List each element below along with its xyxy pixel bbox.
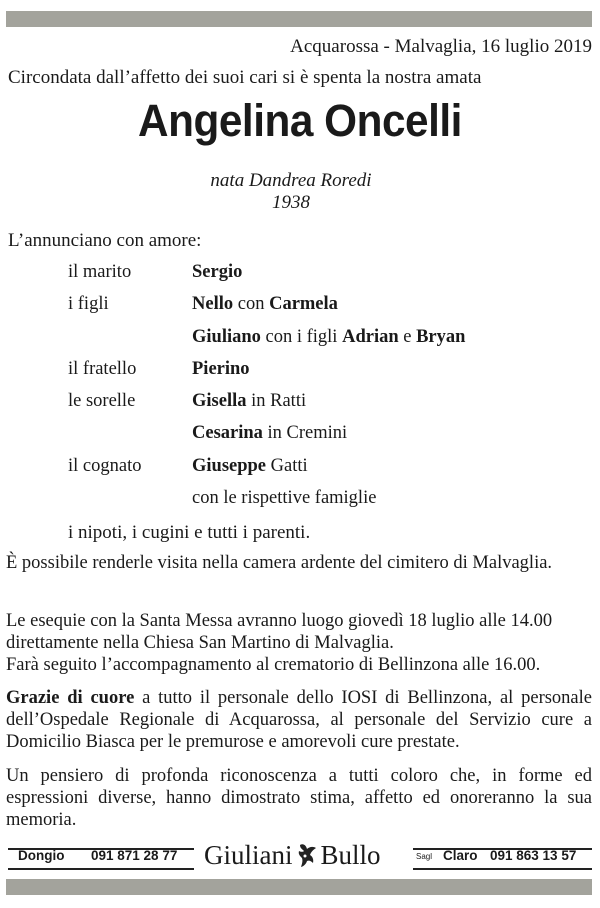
thanks-bold: Grazie di cuore <box>6 688 135 708</box>
relation-label <box>68 327 192 359</box>
relative-connector: con le rispettive famiglie <box>192 488 377 509</box>
top-decorative-bar <box>6 11 592 27</box>
relative-row <box>68 488 465 520</box>
relative-names <box>192 391 306 423</box>
birth-year: 1938 <box>272 192 310 213</box>
visit-paragraph: È possibile renderle visita nella camera ardente del cimitero di Malvaglia. <box>6 553 553 573</box>
relative-row <box>68 294 465 326</box>
funeral-home-logo <box>204 840 381 871</box>
thanks-text: a tutto il personale dello IOSI di Bellinzona, al personale dell’Ospedale Regionale di Acquarossa, al personale del Servizio cure a Domicilio Biasca per le premurose e amorevoli cure prestate. <box>6 688 592 752</box>
relation-label <box>68 488 192 520</box>
relation-label: il fratello <box>68 358 137 379</box>
relation-label: i figli <box>68 294 109 315</box>
relative-names <box>192 262 242 294</box>
relation-label <box>68 423 192 455</box>
thanks-paragraph <box>6 687 592 753</box>
footer-phone-left: 091 871 28 77 <box>91 848 178 863</box>
relative-names <box>192 456 308 488</box>
relative-row <box>68 262 465 294</box>
relative-name: Nello <box>192 294 234 315</box>
relative-row <box>68 456 465 488</box>
relative-name: Carmela <box>269 294 338 315</box>
footer-phone-right: 091 863 13 57 <box>490 848 577 863</box>
relative-connector: in Ratti <box>246 391 307 412</box>
relative-name: Giuliano <box>192 326 261 347</box>
brand-first: Giuliani <box>204 840 293 870</box>
gratitude-paragraph: Un pensiero di profonda riconoscenza a tutti coloro che, in forme ed espressioni diverse, hanno dimostrato stima, affetto ed onoreranno la sua memoria. <box>6 766 592 830</box>
funeral-home-footer <box>8 840 592 874</box>
cremation-text: Farà seguito l’accompagnamento al crematorio di Bellinzona alle 16.00. <box>6 655 541 675</box>
announcement-closing: i nipoti, i cugini e tutti i parenti. <box>68 522 311 543</box>
maiden-name: nata Dandrea Roredi <box>210 170 372 191</box>
place-date: Acquarossa - Malvaglia, 16 luglio 2019 <box>290 36 592 57</box>
relative-connector: Gatti <box>266 455 308 476</box>
bird-icon <box>296 842 318 868</box>
relative-name: Gisella <box>192 391 247 412</box>
relative-names <box>192 327 465 359</box>
relative-row <box>68 359 465 391</box>
relative-name: Pierino <box>192 358 250 379</box>
funeral-paragraph <box>6 610 592 676</box>
company-suffix: Sagl <box>416 852 433 861</box>
relative-connector: con <box>233 294 270 315</box>
announcement-intro: L’annunciano con amore: <box>8 230 202 251</box>
relative-names <box>192 488 376 520</box>
footer-rule <box>413 868 592 870</box>
relative-name: Giuseppe <box>192 455 267 476</box>
relative-names <box>192 359 250 391</box>
intro-text: Circondata dall’affetto dei suoi cari si è spenta la nostra amata <box>8 67 482 88</box>
relative-name: Sergio <box>192 262 243 282</box>
relative-names <box>192 294 338 326</box>
bottom-decorative-bar <box>6 879 592 895</box>
footer-city-left: Dongio <box>18 848 65 863</box>
relation-label: il marito <box>68 262 132 282</box>
brand-second: Bullo <box>320 840 381 870</box>
relative-name: Cesarina <box>192 423 263 444</box>
footer-city-right: Claro <box>443 848 478 863</box>
relative-connector: in Cremini <box>262 423 348 444</box>
relative-connector: con i figli <box>260 326 343 347</box>
relation-label: il cognato <box>68 455 142 476</box>
relative-connector: e <box>398 326 417 347</box>
relation-label: le sorelle <box>68 391 136 412</box>
deceased-name: Angelina Oncelli <box>138 95 462 146</box>
relative-names <box>192 423 347 455</box>
footer-rule <box>8 868 194 870</box>
relatives-list <box>68 262 465 520</box>
relative-row <box>68 423 465 455</box>
relative-row <box>68 327 465 359</box>
relative-name: Adrian <box>342 326 399 347</box>
funeral-text: Le esequie con la Santa Messa avranno luogo giovedì 18 luglio alle 14.00 direttamente nella Chiesa San Martino di Malvaglia. <box>6 611 553 653</box>
relative-row <box>68 391 465 423</box>
relative-name: Bryan <box>416 326 466 347</box>
